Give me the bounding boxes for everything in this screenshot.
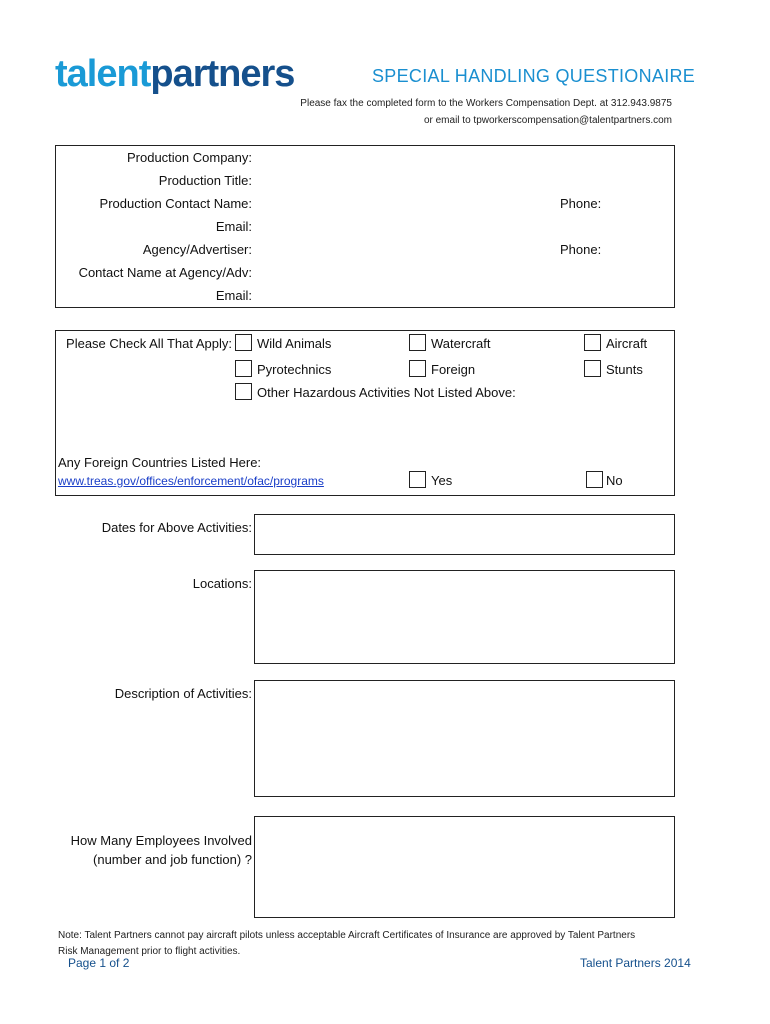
agency-contact-label: Contact Name at Agency/Adv: — [78, 265, 252, 280]
watercraft-checkbox[interactable] — [409, 334, 426, 351]
pyrotechnics-label: Pyrotechnics — [257, 362, 332, 377]
employees-label-line2: (number and job function) ? — [93, 852, 252, 867]
agency-email-label: Email: — [215, 288, 252, 303]
other-hazardous-label: Other Hazardous Activities Not Listed Above: — [257, 385, 516, 400]
production-phone-label: Phone: — [560, 196, 602, 211]
yes-label: Yes — [431, 473, 453, 488]
foreign-countries-label: Any Foreign Countries Listed Here: — [58, 455, 262, 470]
talent-partners-logo — [55, 52, 294, 96]
email-instructions: or email to tpworkerscompensation@talentpartners.com — [423, 115, 672, 126]
no-label: No — [606, 473, 623, 488]
dates-input[interactable] — [254, 514, 675, 555]
form-title: SPECIAL HANDLING QUESTIONAIRE — [372, 66, 696, 86]
logo-partners: partners — [150, 53, 295, 95]
page-number: Page 1 of 2 — [68, 956, 130, 970]
employees-label-line1: How Many Employees Involved — [70, 833, 252, 848]
dates-label: Dates for Above Activities: — [101, 520, 252, 535]
ofac-programs-link[interactable]: www.treas.gov/offices/enforcement/ofac/programs — [58, 474, 324, 488]
employees-input[interactable] — [254, 816, 675, 918]
aircraft-checkbox[interactable] — [584, 334, 601, 351]
production-contact-label: Production Contact Name: — [99, 196, 252, 211]
footer-company-year: Talent Partners 2014 — [580, 956, 691, 970]
agency-label: Agency/Advertiser: — [142, 242, 252, 257]
yes-checkbox[interactable] — [409, 471, 426, 488]
production-company-label: Production Company: — [126, 150, 252, 165]
activities-box — [55, 330, 675, 496]
pyrotechnics-checkbox[interactable] — [235, 360, 252, 377]
check-all-label: Please Check All That Apply: — [66, 336, 232, 351]
no-checkbox[interactable] — [586, 471, 603, 488]
other-hazardous-checkbox[interactable] — [235, 383, 252, 400]
aircraft-note-line2: Risk Management prior to flight activities. — [58, 946, 241, 957]
aircraft-note-line1: Note: Talent Partners cannot pay aircraft pilots unless acceptable Aircraft Certificates of Insurance are approved by Talent Partners — [58, 930, 636, 941]
wild-animals-label: Wild Animals — [257, 336, 332, 351]
aircraft-label: Aircraft — [606, 336, 648, 351]
foreign-checkbox[interactable] — [409, 360, 426, 377]
description-input[interactable] — [254, 680, 675, 797]
locations-label: Locations: — [192, 576, 252, 591]
locations-input[interactable] — [254, 570, 675, 664]
stunts-checkbox[interactable] — [584, 360, 601, 377]
logo-talent: talent — [55, 53, 151, 95]
fax-instructions: Please fax the completed form to the Workers Compensation Dept. at 312.943.9875 — [300, 98, 672, 109]
production-title-label: Production Title: — [158, 173, 252, 188]
foreign-label: Foreign — [431, 362, 476, 377]
watercraft-label: Watercraft — [431, 336, 491, 351]
description-label: Description of Activities: — [114, 686, 252, 701]
agency-phone-label: Phone: — [560, 242, 602, 257]
stunts-label: Stunts — [606, 362, 643, 377]
production-email-label: Email: — [215, 219, 252, 234]
wild-animals-checkbox[interactable] — [235, 334, 252, 351]
